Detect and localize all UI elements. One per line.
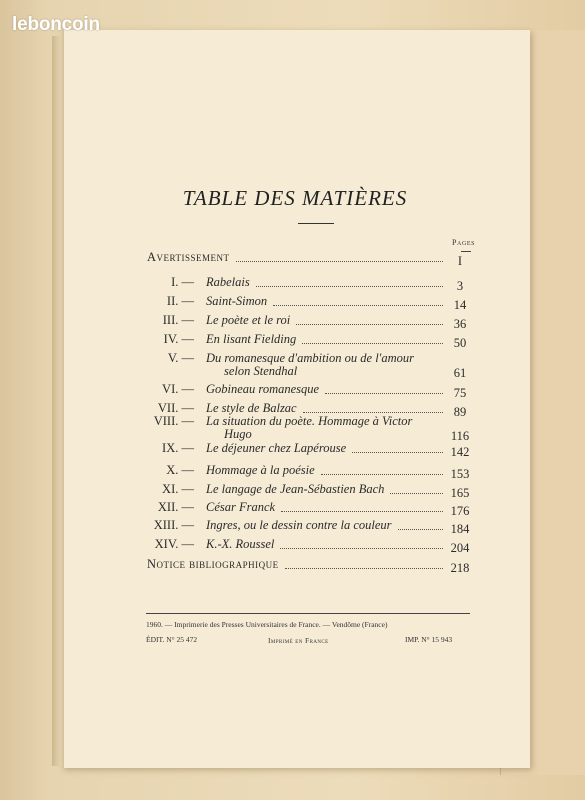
toc-page-number: I [457, 254, 463, 268]
printer-line: 1960. — Imprimerie des Presses Universitaires de France. — Vendôme (France) [146, 620, 388, 629]
toc-page-number: 36 [453, 317, 467, 331]
toc-leader-dots [321, 473, 443, 475]
toc-leader-dots [390, 492, 443, 494]
toc-page-number: 89 [453, 405, 467, 419]
toc-entry-title: La situation du poète. Hommage à Victor [206, 414, 413, 428]
toc-entry-title: Rabelais [206, 275, 250, 289]
pages-column-heading: Pages [452, 238, 476, 247]
toc-page-number: 218 [450, 561, 470, 575]
toc-entry-title: K.-X. Roussel [206, 537, 275, 551]
toc-entry-title: En lisant Fielding [206, 332, 297, 346]
toc-page-number: 14 [453, 298, 467, 312]
printed-in: Imprimé en France [268, 636, 329, 645]
toc-chapter-number: VI. — [162, 382, 194, 396]
imp-number: IMP. N° 15 943 [405, 635, 453, 644]
watermark-logo: leboncoin [12, 14, 100, 35]
toc-leader-dots [281, 510, 443, 512]
toc-leader-dots [398, 528, 444, 530]
toc-page-number: 184 [450, 522, 470, 536]
toc-chapter-number: IV. — [163, 332, 194, 346]
toc-leader-dots [296, 323, 443, 325]
toc-entry-title: César Franck [206, 500, 276, 514]
toc-entry-title: Notice bibliographique [147, 557, 279, 571]
toc-chapter-number: IX. — [162, 441, 194, 455]
footer-rule [146, 613, 470, 614]
toc-leader-dots [325, 392, 443, 394]
toc-page-number: 204 [450, 541, 470, 555]
toc-leader-dots [280, 547, 443, 549]
toc-page-number: 61 [453, 366, 467, 380]
toc-chapter-number: II. — [166, 294, 194, 308]
toc-entry-title: Le style de Balzac [206, 401, 297, 415]
toc-leader-dots [302, 342, 443, 344]
toc-leader-dots [303, 411, 443, 413]
toc-leader-dots [273, 304, 443, 306]
toc-chapter-number: XI. — [162, 482, 194, 496]
toc-entry-title: Ingres, ou le dessin contre la couleur [206, 518, 392, 532]
toc-chapter-number: X. — [166, 463, 194, 477]
toc-chapter-number: VIII. — [153, 414, 194, 428]
toc-entry-title: Le poète et le roi [206, 313, 291, 327]
toc-chapter-number: XII. — [157, 500, 194, 514]
toc-page-number: 50 [453, 336, 467, 350]
toc-entry-title: Avertissement [147, 250, 230, 264]
toc-entry-title: Du romanesque d'ambition ou de l'amour [206, 351, 414, 365]
toc-page-number: 75 [453, 386, 467, 400]
toc-chapter-number: III. — [162, 313, 194, 327]
toc-entry-title: Hommage à la poésie [206, 463, 315, 477]
toc-chapter-number: XIII. — [153, 518, 194, 532]
edit-number: ÉDIT. N° 25 472 [146, 635, 198, 644]
toc-chapter-number: I. — [171, 275, 194, 289]
toc-page-number: 165 [450, 486, 470, 500]
toc-leader-dots [256, 285, 443, 287]
toc-leader-dots [352, 451, 443, 453]
toc-entry-continuation: selon Stendhal [224, 364, 298, 378]
toc-page-number: 3 [456, 279, 464, 293]
toc-chapter-number: V. — [167, 351, 194, 365]
toc-entry-title: Le déjeuner chez Lapérouse [206, 441, 347, 455]
toc-leader-dots [236, 260, 444, 262]
toc-page-number: 153 [450, 467, 470, 481]
toc-page-number: 116 [450, 429, 470, 443]
toc-leader-dots [285, 567, 443, 569]
toc-page-number: 176 [450, 504, 470, 518]
toc-chapter-number: VII. — [157, 401, 194, 415]
toc-entry-continuation: Hugo [224, 427, 252, 441]
toc-chapter-number: XIV. — [154, 537, 194, 551]
page-title: TABLE DES MATIÈRES [182, 186, 408, 210]
toc-entry-title: Saint-Simon [206, 294, 268, 308]
toc-entry-title: Gobineau romanesque [206, 382, 320, 396]
toc-entry-title: Le langage de Jean-Sébastien Bach [206, 482, 385, 496]
toc-page-number: 142 [450, 445, 470, 459]
